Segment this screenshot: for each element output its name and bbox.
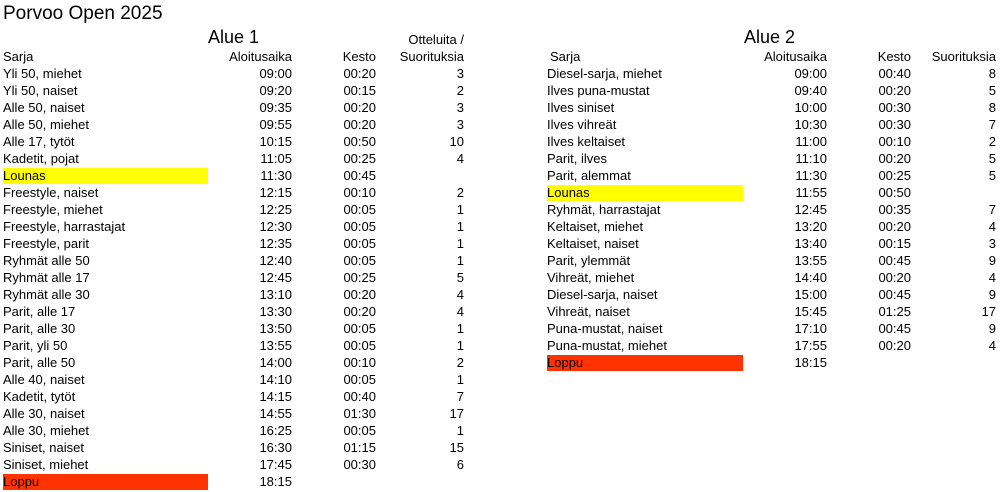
table-row	[3, 439, 464, 456]
series-cell: Parit, ylemmät	[547, 253, 631, 268]
start-time-cell: 10:30	[794, 117, 827, 132]
series-cell: Ryhmät alle 30	[3, 287, 90, 302]
start-time-cell: 14:15	[259, 389, 292, 404]
count-cell: 17	[449, 406, 464, 421]
start-time-cell: 09:00	[794, 66, 827, 81]
duration-cell: 00:45	[878, 253, 911, 268]
start-time-cell: 16:25	[259, 423, 292, 438]
series-cell: Kadetit, pojat	[3, 151, 79, 166]
duration-cell: 00:50	[878, 185, 911, 200]
duration-cell: 00:20	[878, 83, 911, 98]
count-cell: 1	[456, 202, 464, 217]
table-row	[547, 133, 996, 150]
table-row	[547, 337, 996, 354]
count-cell: 4	[988, 270, 996, 285]
count-cell: 3	[456, 66, 464, 81]
table-row	[547, 167, 996, 184]
count-cell: 1	[456, 338, 464, 353]
table-row	[3, 184, 464, 201]
start-time-cell: 12:40	[259, 253, 292, 268]
table-row	[3, 354, 464, 371]
lunch-row	[3, 167, 464, 184]
table-row	[3, 99, 464, 116]
count-cell: 1	[456, 253, 464, 268]
count-cell: 7	[988, 202, 996, 217]
series-cell: Loppu	[547, 355, 584, 370]
series-cell: Kadetit, tytöt	[3, 389, 76, 404]
start-time-cell: 18:15	[794, 355, 827, 370]
table-row	[3, 303, 464, 320]
count-cell: 9	[988, 321, 996, 336]
duration-cell: 00:15	[343, 83, 376, 98]
duration-cell: 00:05	[343, 202, 376, 217]
series-cell: Vihreät, naiset	[547, 304, 630, 319]
series-cell: Ilves puna-mustat	[547, 83, 650, 98]
table-row	[547, 269, 996, 286]
start-time-cell: 17:45	[259, 457, 292, 472]
table-row	[3, 388, 464, 405]
count-cell: 5	[988, 168, 996, 183]
count-cell: 2	[456, 355, 464, 370]
count-cell: 8	[988, 66, 996, 81]
start-time-cell: 12:35	[259, 236, 292, 251]
lunch-row	[547, 184, 996, 201]
count-cell: 1	[456, 236, 464, 251]
count-cell: 8	[988, 100, 996, 115]
start-time-cell: 15:00	[794, 287, 827, 302]
start-time-cell: 14:55	[259, 406, 292, 421]
table-row	[547, 99, 996, 116]
area2-header-start: Aloitusaika	[764, 49, 827, 64]
table-row	[3, 116, 464, 133]
duration-cell: 00:30	[878, 100, 911, 115]
start-time-cell: 09:40	[794, 83, 827, 98]
series-cell: Diesel-sarja, naiset	[547, 287, 658, 302]
series-cell: Ilves vihreät	[547, 117, 617, 132]
duration-cell: 00:25	[878, 168, 911, 183]
count-cell: 4	[456, 287, 464, 302]
table-row	[547, 150, 996, 167]
series-cell: Parit, ilves	[547, 151, 607, 166]
area1-header-series: Sarja	[3, 49, 34, 64]
start-time-cell: 12:45	[794, 202, 827, 217]
area1-header-count-line1: Otteluita /	[408, 32, 464, 47]
start-time-cell: 12:45	[259, 270, 292, 285]
start-time-cell: 14:00	[259, 355, 292, 370]
count-cell: 7	[456, 389, 464, 404]
series-cell: Vihreät, miehet	[547, 270, 635, 285]
count-cell: 5	[456, 270, 464, 285]
duration-cell: 00:50	[343, 134, 376, 149]
table-row	[3, 286, 464, 303]
start-time-cell: 12:25	[259, 202, 292, 217]
count-cell: 3	[988, 236, 996, 251]
start-time-cell: 13:55	[794, 253, 827, 268]
count-cell: 4	[456, 304, 464, 319]
table-row	[547, 65, 996, 82]
series-cell: Parit, yli 50	[3, 338, 68, 353]
series-cell: Ryhmät alle 17	[3, 270, 90, 285]
duration-cell: 00:20	[878, 219, 911, 234]
duration-cell: 00:20	[878, 270, 911, 285]
count-cell: 10	[449, 134, 464, 149]
count-cell: 15	[449, 440, 464, 455]
count-cell: 6	[456, 457, 464, 472]
count-cell: 9	[988, 287, 996, 302]
duration-cell: 00:05	[343, 321, 376, 336]
series-cell: Siniset, miehet	[3, 457, 89, 472]
area1-header-start: Aloitusaika	[229, 49, 292, 64]
duration-cell: 00:05	[343, 253, 376, 268]
count-cell: 5	[988, 151, 996, 166]
table-row	[3, 218, 464, 235]
start-time-cell: 13:30	[259, 304, 292, 319]
series-cell: Parit, alle 17	[3, 304, 76, 319]
start-time-cell: 13:50	[259, 321, 292, 336]
area1-header-count-line2: Suorituksia	[399, 49, 464, 64]
table-row	[547, 235, 996, 252]
count-cell: 7	[988, 117, 996, 132]
start-time-cell: 11:55	[795, 185, 827, 200]
count-cell: 1	[456, 423, 464, 438]
table-row	[3, 405, 464, 422]
duration-cell: 00:15	[878, 236, 911, 251]
duration-cell: 00:10	[878, 134, 911, 149]
series-cell: Parit, alle 30	[3, 321, 76, 336]
duration-cell: 00:20	[878, 338, 911, 353]
start-time-cell: 12:30	[259, 219, 292, 234]
count-cell: 1	[456, 321, 464, 336]
duration-cell: 00:30	[343, 457, 376, 472]
series-cell: Lounas	[547, 185, 590, 200]
table-row	[547, 82, 996, 99]
series-cell: Keltaiset, miehet	[547, 219, 644, 234]
duration-cell: 00:05	[343, 372, 376, 387]
count-cell: 4	[456, 151, 464, 166]
series-cell: Yli 50, naiset	[3, 83, 78, 98]
count-cell: 4	[988, 338, 996, 353]
series-cell: Siniset, naiset	[3, 440, 84, 455]
start-time-cell: 13:55	[259, 338, 292, 353]
start-time-cell: 09:35	[259, 100, 292, 115]
series-cell: Alle 50, naiset	[3, 100, 85, 115]
duration-cell: 00:25	[343, 151, 376, 166]
start-time-cell: 11:10	[795, 151, 827, 166]
start-time-cell: 17:10	[794, 321, 827, 336]
series-cell: Freestyle, naiset	[3, 185, 99, 200]
duration-cell: 00:40	[878, 66, 911, 81]
area2-schedule-table	[547, 65, 996, 371]
area1-title: Alue 1	[208, 27, 260, 47]
table-row	[3, 252, 464, 269]
start-time-cell: 15:45	[794, 304, 827, 319]
duration-cell: 00:20	[343, 100, 376, 115]
series-cell: Alle 17, tytöt	[3, 134, 75, 149]
page-title: Porvoo Open 2025	[3, 3, 163, 24]
series-cell: Lounas	[3, 168, 46, 183]
duration-cell: 00:40	[343, 389, 376, 404]
series-cell: Parit, alemmat	[547, 168, 631, 183]
table-row	[3, 320, 464, 337]
duration-cell: 00:30	[878, 117, 911, 132]
table-row	[3, 371, 464, 388]
start-time-cell: 18:15	[259, 474, 292, 489]
start-time-cell: 14:40	[794, 270, 827, 285]
table-row	[3, 133, 464, 150]
table-row	[3, 422, 464, 439]
table-row	[547, 252, 996, 269]
series-cell: Alle 30, miehet	[3, 423, 89, 438]
area2-header-series: Sarja	[550, 49, 581, 64]
count-cell: 4	[988, 219, 996, 234]
series-cell: Ryhmät, harrastajat	[547, 202, 661, 217]
start-time-cell: 12:15	[259, 185, 292, 200]
series-cell: Freestyle, harrastajat	[3, 219, 126, 234]
series-cell: Freestyle, parit	[3, 236, 89, 251]
duration-cell: 00:45	[878, 321, 911, 336]
start-time-cell: 13:40	[794, 236, 827, 251]
series-cell: Puna-mustat, naiset	[547, 321, 663, 336]
area2-title: Alue 2	[744, 27, 796, 47]
table-row	[547, 303, 996, 320]
start-time-cell: 11:00	[795, 134, 827, 149]
table-row	[3, 337, 464, 354]
start-time-cell: 10:15	[259, 134, 292, 149]
start-time-cell: 09:00	[259, 66, 292, 81]
count-cell: 1	[456, 219, 464, 234]
area1-schedule-table	[3, 65, 464, 490]
end-row	[547, 354, 996, 371]
duration-cell: 00:20	[878, 151, 911, 166]
table-row	[547, 320, 996, 337]
start-time-cell: 13:20	[794, 219, 827, 234]
duration-cell: 01:30	[343, 406, 376, 421]
series-cell: Freestyle, miehet	[3, 202, 103, 217]
series-cell: Alle 30, naiset	[3, 406, 85, 421]
start-time-cell: 11:30	[795, 168, 827, 183]
count-cell: 2	[988, 134, 996, 149]
table-row	[547, 201, 996, 218]
duration-cell: 01:15	[343, 440, 376, 455]
series-cell: Keltaiset, naiset	[547, 236, 639, 251]
series-cell: Alle 40, naiset	[3, 372, 85, 387]
count-cell: 17	[981, 304, 996, 319]
duration-cell: 00:05	[343, 236, 376, 251]
count-cell: 9	[988, 253, 996, 268]
duration-cell: 00:05	[343, 423, 376, 438]
count-cell: 2	[456, 185, 464, 200]
duration-cell: 00:20	[343, 304, 376, 319]
duration-cell: 00:10	[343, 355, 376, 370]
count-cell: 2	[456, 83, 464, 98]
duration-cell: 01:25	[878, 304, 911, 319]
start-time-cell: 13:10	[259, 287, 292, 302]
start-time-cell: 16:30	[259, 440, 292, 455]
start-time-cell: 10:00	[794, 100, 827, 115]
start-time-cell: 09:20	[259, 83, 292, 98]
start-time-cell: 11:05	[260, 151, 292, 166]
series-cell: Diesel-sarja, miehet	[547, 66, 662, 81]
start-time-cell: 09:55	[259, 117, 292, 132]
series-cell: Puna-mustat, miehet	[547, 338, 667, 353]
duration-cell: 00:45	[878, 287, 911, 302]
count-cell: 1	[456, 372, 464, 387]
duration-cell: 00:05	[343, 219, 376, 234]
table-row	[3, 456, 464, 473]
series-cell: Parit, alle 50	[3, 355, 76, 370]
start-time-cell: 14:10	[259, 372, 292, 387]
table-row	[3, 65, 464, 82]
table-row	[3, 150, 464, 167]
start-time-cell: 17:55	[794, 338, 827, 353]
series-cell: Yli 50, miehet	[3, 66, 82, 81]
count-cell: 3	[456, 100, 464, 115]
table-row	[3, 201, 464, 218]
table-row	[547, 218, 996, 235]
duration-cell: 00:05	[343, 338, 376, 353]
duration-cell: 00:35	[878, 202, 911, 217]
series-cell: Ilves keltaiset	[547, 134, 626, 149]
count-cell: 3	[456, 117, 464, 132]
end-row	[3, 473, 464, 490]
series-cell: Alle 50, miehet	[3, 117, 89, 132]
series-cell: Ilves siniset	[547, 100, 615, 115]
table-row	[3, 82, 464, 99]
table-row	[547, 286, 996, 303]
duration-cell: 00:25	[343, 270, 376, 285]
area2-header-duration: Kesto	[877, 49, 911, 64]
series-cell: Loppu	[3, 474, 40, 489]
area2-header-count: Suorituksia	[931, 49, 996, 64]
count-cell: 5	[988, 83, 996, 98]
duration-cell: 00:20	[343, 287, 376, 302]
table-row	[547, 116, 996, 133]
series-cell: Ryhmät alle 50	[3, 253, 90, 268]
duration-cell: 00:45	[343, 168, 376, 183]
duration-cell: 00:20	[343, 117, 376, 132]
duration-cell: 00:10	[343, 185, 376, 200]
table-row	[3, 269, 464, 286]
area1-header-duration: Kesto	[342, 49, 376, 64]
start-time-cell: 11:30	[260, 168, 292, 183]
table-row	[3, 235, 464, 252]
duration-cell: 00:20	[343, 66, 376, 81]
